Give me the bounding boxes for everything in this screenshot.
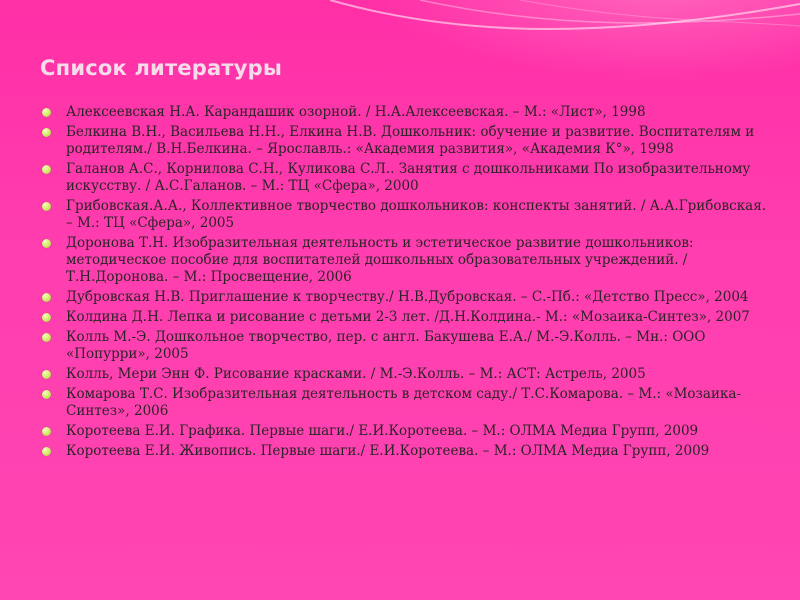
reference-item — [40, 161, 770, 195]
reference-item — [40, 124, 770, 158]
reference-item — [40, 309, 770, 326]
reference-item — [40, 198, 770, 232]
reference-text: Алексеевская Н.А. Карандашик озорной. / Н.А.Алексеевская. – М.: «Лист», 1998 — [66, 104, 646, 120]
reference-text: Комарова Т.С. Изобразительная деятельность в детском саду./ Т.С.Комарова. – М.: «Мозаика-Синтез», 2006 — [66, 386, 741, 419]
reference-item — [40, 423, 770, 440]
reference-item — [40, 386, 770, 420]
reference-item — [40, 329, 770, 363]
bullet-dot-icon — [42, 427, 51, 436]
reference-item — [40, 443, 770, 460]
bullet-dot-icon — [42, 313, 51, 322]
bullet-dot-icon — [42, 333, 51, 342]
reference-text: Коротеева Е.И. Графика. Первые шаги./ Е.И.Коротеева. – М.: ОЛМА Медиа Групп, 2009 — [66, 423, 699, 439]
bullet-dot-icon — [42, 390, 51, 399]
reference-text: Колль М.-Э. Дошкольное творчество, пер. с англ. Бакушева Е.А./ М.-Э.Колль. – Мн.: ООО «Попурри», 2005 — [66, 329, 706, 362]
reference-text: Дубровская Н.В. Приглашение к творчеству./ Н.В.Дубровская. – С.-Пб.: «Детство Пресс», 2004 — [66, 289, 749, 305]
bullet-dot-icon — [42, 165, 51, 174]
slide-title: Список литературы — [40, 56, 283, 80]
reference-text: Грибовская.А.А., Коллективное творчество дошкольников: конспекты занятий. / А.А.Грибовская. – М.: ТЦ «Сфера», 2005 — [66, 198, 766, 231]
reference-item — [40, 235, 770, 286]
reference-text: Колль, Мери Энн Ф. Рисование красками. / М.-Э.Колль. – М.: АСТ: Астрель, 2005 — [66, 366, 646, 382]
reference-list — [40, 104, 770, 463]
bullet-dot-icon — [42, 370, 51, 379]
reference-item — [40, 289, 770, 306]
reference-item — [40, 366, 770, 383]
bullet-dot-icon — [42, 239, 51, 248]
bullet-dot-icon — [42, 202, 51, 211]
bullet-dot-icon — [42, 128, 51, 137]
bullet-dot-icon — [42, 293, 51, 302]
bullet-dot-icon — [42, 108, 51, 117]
reference-text: Колдина Д.Н. Лепка и рисование с детьми 2-3 лет. /Д.Н.Колдина.- М.: «Мозаика-Синтез», 2007 — [66, 309, 750, 325]
reference-text: Белкина В.Н., Васильева Н.Н., Елкина Н.В. Дошкольник: обучение и развитие. Воспитателям и родителям./ В.Н.Белкина. – Ярославль.: «Академия развития», «Академия К°», 1998 — [66, 124, 755, 157]
reference-item — [40, 104, 770, 121]
reference-text: Доронова Т.Н. Изобразительная деятельность и эстетическое развитие дошкольников: методическое пособие для воспитателей дошкольных образовательных учреждений. / Т.Н.Доронова. – М.: Просвещение, 2006 — [66, 235, 694, 285]
bullet-dot-icon — [42, 447, 51, 456]
reference-text: Галанов А.С., Корнилова С.Н., Куликова С.Л.. Занятия с дошкольниками По изобразительному искусству. / А.С.Галанов. – М.: ТЦ «Сфера», 2000 — [66, 161, 751, 194]
reference-text: Коротеева Е.И. Живопись. Первые шаги./ Е.И.Коротеева. – М.: ОЛМА Медиа Групп, 2009 — [66, 443, 710, 459]
